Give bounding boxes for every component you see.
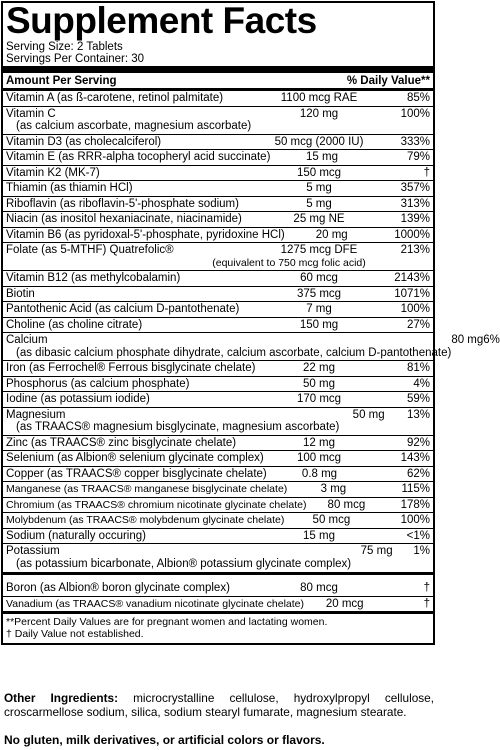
nutrient-amount xyxy=(307,499,387,512)
nutrient-amount-text: 5 mg xyxy=(306,197,332,210)
nutrient-amount xyxy=(266,362,372,375)
nutrient-name xyxy=(6,545,351,570)
nutrient-amount xyxy=(266,272,372,285)
nutrient-amount xyxy=(266,393,372,406)
nutrient-row xyxy=(3,134,433,150)
nutrient-row xyxy=(3,435,433,451)
nutrient-daily-value: † xyxy=(423,582,430,594)
nutrient-daily-value: 27% xyxy=(406,318,430,331)
nutrient-row xyxy=(3,391,433,407)
nutrient-name xyxy=(6,378,266,391)
nutrient-daily-value: 1000% xyxy=(394,228,430,241)
nutrient-amount-text: 100 mcg xyxy=(296,452,342,464)
nutrient-name-text: Vanadium (as TRAACS® vanadium nicotinate glycinate chelate) xyxy=(6,597,304,610)
nutrient-row xyxy=(3,596,433,612)
nutrient-name xyxy=(6,108,266,133)
servings-per-container: Servings Per Container: 30 xyxy=(6,53,145,65)
nutrient-daily-value: 139% xyxy=(400,213,430,225)
nutrient-amount xyxy=(266,136,372,149)
nutrient-name-text: Calcium xyxy=(6,334,48,346)
nutrient-name-text: Zinc (as TRAACS® zinc bisglycinate chelate) xyxy=(6,436,237,449)
nutrient-amount xyxy=(304,598,385,611)
nutrient-source: (as potassium bicarbonate, Albion® potassium glycinate complex) xyxy=(16,557,352,570)
nutrient-name-text: Thiamin (as thiamin HCl) xyxy=(6,182,133,194)
nutrient-name-text: Selenium (as Albion® selenium glycinate complex) xyxy=(6,452,264,464)
nutrient-daily-value: 59% xyxy=(406,393,430,405)
nutrient-name xyxy=(6,92,266,105)
nutrient-amount xyxy=(351,545,402,570)
nutrient-amount-text: 7 mg xyxy=(306,303,332,315)
nutrient-amount xyxy=(267,468,373,481)
daily-value-header: % Daily Value** xyxy=(346,75,430,87)
nutrient-daily-value: 13% xyxy=(406,408,430,421)
nutrient-amount xyxy=(266,582,372,595)
nutrient-daily-value: 92% xyxy=(406,436,430,449)
nutrient-row xyxy=(3,360,433,376)
nutrient-name-text: Manganese (as TRAACS® manganese bisglycinate chelate) xyxy=(6,483,288,495)
nutrient-name xyxy=(6,272,266,285)
nutrient-row xyxy=(3,242,433,270)
nutrient-row xyxy=(3,512,433,528)
nutrient-name-text: Vitamin E (as RRR-alpha tocopheryl acid succinate) xyxy=(6,151,271,163)
nutrient-amount xyxy=(266,530,372,543)
nutrient-name xyxy=(6,151,270,164)
nutrient-daily-value: 2143% xyxy=(394,272,430,284)
nutrient-row xyxy=(3,466,433,482)
nutrient-daily-value: 1071% xyxy=(394,287,430,300)
nutrient-amount-note: (equivalent to 750 mcg folic acid) xyxy=(212,256,366,269)
free-from-statement: No gluten, milk derivatives, or artificial colors or flavors. xyxy=(4,733,325,747)
medium-divider xyxy=(3,572,433,575)
supplement-facts-panel xyxy=(1,0,500,645)
nutrient-row xyxy=(3,180,433,196)
nutrient-amount-text: 80 mg xyxy=(451,334,484,346)
nutrient-amount-text: 150 mg xyxy=(299,318,339,331)
nutrient-amount-text: 12 mg xyxy=(303,436,335,449)
thick-divider xyxy=(3,66,433,73)
nutrient-name-text: Iron (as Ferrochel® Ferrous bisglycinate chelate) xyxy=(6,362,256,374)
nutrient-name-text: Chromium (as TRAACS® chromium nicotinate glycinate chelate) xyxy=(6,498,307,511)
nutrient-name xyxy=(6,167,266,180)
nutrient-name-text: Iodine (as potassium iodide) xyxy=(6,393,150,405)
nutrient-amount xyxy=(285,229,379,242)
nutrient-amount xyxy=(266,92,372,105)
nutrient-row xyxy=(3,211,433,227)
nutrient-row xyxy=(3,317,433,333)
panel-title: Supplement Facts xyxy=(6,0,317,41)
nutrient-daily-value: † xyxy=(423,597,430,610)
nutrient-daily-value: <1% xyxy=(406,529,430,542)
nutrient-row xyxy=(3,286,433,302)
nutrient-amount xyxy=(266,288,372,301)
nutrient-name-text: Vitamin D3 (as cholecalciferol) xyxy=(6,135,162,148)
nutrient-amount-text: 50 mcg (2000 IU) xyxy=(274,135,364,148)
serving-size: Serving Size: 2 Tablets xyxy=(6,41,123,53)
nutrient-daily-value: 62% xyxy=(406,467,430,480)
nutrient-name xyxy=(6,136,266,149)
nutrient-daily-value: 79% xyxy=(406,151,430,163)
nutrient-amount-text: 0.8 mg xyxy=(301,467,338,480)
nutrient-name xyxy=(6,582,266,595)
nutrient-name-text: Choline (as choline citrate) xyxy=(6,318,143,331)
nutrient-table xyxy=(6,91,500,571)
nutrient-name-text: Riboflavin (as riboflavin-5'-phosphate sodium) xyxy=(6,197,239,210)
nutrient-name xyxy=(6,182,266,195)
nutrient-amount xyxy=(287,483,379,496)
nutrient-name xyxy=(6,229,285,242)
nutrient-amount xyxy=(284,514,378,527)
nutrient-amount-text: 20 mg xyxy=(315,228,348,241)
nutrient-daily-value: 6% xyxy=(483,334,500,346)
nutrient-name xyxy=(6,598,304,611)
nutrient-row xyxy=(3,270,433,286)
nutrient-amount-text: 60 mcg xyxy=(300,272,338,284)
other-ingredients-label: Other Ingredients: xyxy=(4,691,119,705)
nutrient-row xyxy=(3,528,433,544)
nutrient-amount xyxy=(266,303,372,316)
footnote-dagger: † Daily Value not established. xyxy=(6,628,144,640)
nutrient-amount-text: 375 mcg xyxy=(296,287,342,300)
nutrient-amount xyxy=(266,378,372,391)
nutrient-row xyxy=(3,165,433,181)
nutrient-row xyxy=(3,301,433,317)
nutrient-row xyxy=(3,376,433,392)
nutrient-row xyxy=(3,196,433,212)
nutrient-name-text: Biotin xyxy=(6,287,35,300)
nutrient-source: (as dibasic calcium phosphate dihydrate, calcium ascorbate, calcium D-pantothenate) xyxy=(16,346,452,359)
nutrient-daily-value: 4% xyxy=(413,377,430,390)
nutrient-name xyxy=(6,530,266,543)
nutrient-amount-text: 80 mcg xyxy=(300,582,338,594)
nutrient-name-text: Sodium (naturally occuring) xyxy=(6,529,146,542)
nutrient-amount-text: 50 mg xyxy=(352,408,385,421)
nutrient-daily-value: 85% xyxy=(406,92,430,104)
nutrient-daily-value: 143% xyxy=(400,452,430,464)
nutrient-source: (as TRAACS® magnesium bisglycinate, magnesium ascorbate) xyxy=(16,421,340,433)
other-ingredients-text: microcrystalline cellulose, hydroxylpropyl cellulose, croscarmellose sodium, silica, sodium stearyl fumarate, magnesium stearate. xyxy=(4,691,434,719)
nutrient-name-text: Copper (as TRAACS® copper bisglycinate chelate) xyxy=(6,467,267,480)
nutrient-name xyxy=(6,499,307,512)
nutrient-name-text: Magnesium xyxy=(6,408,66,421)
nutrient-row xyxy=(3,332,500,360)
nutrient-amount xyxy=(266,452,372,465)
nutrient-name xyxy=(6,334,451,359)
nutrient-row xyxy=(3,543,433,571)
nutrient-name-text: Vitamin B6 (as pyridoxal-5'-phosphate, pyridoxine HCl) xyxy=(6,228,285,241)
nutrient-amount xyxy=(266,213,372,226)
nutrient-amount-text: 3 mg xyxy=(320,483,347,495)
footnotes xyxy=(6,614,430,643)
nutrient-daily-value: 81% xyxy=(406,362,430,374)
nutrient-amount-text: 1275 mcg DFE xyxy=(280,244,358,256)
nutrient-daily-value: 100% xyxy=(400,303,430,315)
nutrient-name xyxy=(6,393,266,406)
nutrient-name xyxy=(6,468,267,481)
other-ingredients xyxy=(4,691,434,719)
nutrient-row xyxy=(3,497,433,513)
nutrient-name xyxy=(6,319,266,332)
nutrient-daily-value: 1% xyxy=(413,545,430,557)
nutrient-daily-value: 100% xyxy=(400,514,430,526)
nutrient-row xyxy=(3,106,433,134)
nutrient-amount-text: 15 mg xyxy=(306,151,338,163)
nutrient-amount xyxy=(266,319,372,332)
nutrient-name xyxy=(6,362,266,375)
nutrient-amount-text: 50 mcg xyxy=(312,514,351,526)
nutrient-name-text: Niacin (as inositol hexaniacinate, niacinamide) xyxy=(6,213,242,225)
nutrient-name xyxy=(6,483,287,496)
nutrient-amount-text: 5 mg xyxy=(306,182,332,194)
amount-per-serving-header: Amount Per Serving xyxy=(6,75,117,87)
nutrient-name-text: Vitamin C xyxy=(6,107,56,120)
nutrient-amount-text: 20 mcg xyxy=(325,597,364,610)
nutrient-daily-value: 357% xyxy=(400,182,430,194)
nutrient-amount-text: 120 mg xyxy=(299,107,339,120)
nutrient-row xyxy=(3,581,433,596)
nutrient-row xyxy=(3,450,433,466)
nutrient-amount xyxy=(266,437,372,450)
nutrient-amount-text: 80 mcg xyxy=(327,498,366,511)
nutrient-amount xyxy=(266,108,372,133)
nutrient-amount xyxy=(266,198,372,211)
nutrient-name-text: Molybdenum (as TRAACS® molybdenum glycinate chelate) xyxy=(6,514,285,526)
nutrient-name-text: Vitamin B12 (as methylcobalamin) xyxy=(6,272,181,284)
nutrient-name-text: Folate (as 5-MTHF) Quatrefolic® xyxy=(6,244,174,256)
nutrient-amount xyxy=(266,167,372,180)
nutrient-amount xyxy=(451,334,483,359)
nutrient-row xyxy=(3,407,433,435)
nutrient-name xyxy=(6,288,266,301)
nutrient-row xyxy=(3,91,433,106)
nutrient-daily-value: 313% xyxy=(400,197,430,210)
nutrient-row xyxy=(3,149,433,165)
nutrient-name-text: Vitamin K2 (MK-7) xyxy=(6,166,100,179)
column-header xyxy=(6,73,430,88)
nutrient-row xyxy=(3,227,433,243)
nutrient-daily-value: 115% xyxy=(401,483,430,495)
nutrient-daily-value: 213% xyxy=(400,244,430,256)
nutrient-amount-text: 25 mg NE xyxy=(293,213,345,225)
nutrient-daily-value: 100% xyxy=(400,107,430,120)
nutrient-source: (as calcium ascorbate, magnesium ascorbate) xyxy=(16,120,252,132)
nutrient-amount-text: 150 mcg xyxy=(296,166,342,179)
nutrient-amount xyxy=(339,409,398,434)
nutrient-name xyxy=(6,213,266,226)
nutrient-amount xyxy=(212,244,372,269)
nutrient-amount-text: 22 mg xyxy=(303,362,335,374)
nutrient-name xyxy=(6,303,266,316)
nutrient-name-text: Pantothenic Acid (as calcium D-pantothenate) xyxy=(6,303,240,315)
nutrient-name-text: Potassium xyxy=(6,545,60,557)
nutrient-name-text: Boron (as Albion® boron glycinate complex) xyxy=(6,582,230,594)
nutrient-amount-text: 50 mg xyxy=(303,377,335,390)
nutrient-amount xyxy=(270,151,373,164)
nutrient-name-text: Vitamin A (as ß-carotene, retinol palmitate) xyxy=(6,92,224,104)
nutrient-name xyxy=(6,437,266,450)
other-nutrient-table xyxy=(6,581,430,611)
nutrient-amount-text: 15 mg xyxy=(303,529,335,542)
nutrient-name xyxy=(6,452,266,465)
nutrient-amount-text: 75 mg xyxy=(360,545,393,557)
nutrient-name xyxy=(6,409,339,434)
nutrient-amount xyxy=(266,182,372,195)
nutrient-name xyxy=(6,514,284,527)
nutrient-name xyxy=(6,198,266,211)
nutrient-daily-value: 333% xyxy=(400,135,430,148)
nutrient-row xyxy=(3,481,433,497)
footnote-dv: **Percent Daily Values are for pregnant women and lactating women. xyxy=(6,616,328,628)
nutrient-daily-value: † xyxy=(423,166,430,179)
nutrient-daily-value: 178% xyxy=(400,498,430,511)
nutrient-amount-text: 1100 mcg RAE xyxy=(280,92,358,104)
nutrient-name-text: Phosphorus (as calcium phosphate) xyxy=(6,377,190,390)
nutrient-amount-text: 170 mcg xyxy=(296,393,342,405)
